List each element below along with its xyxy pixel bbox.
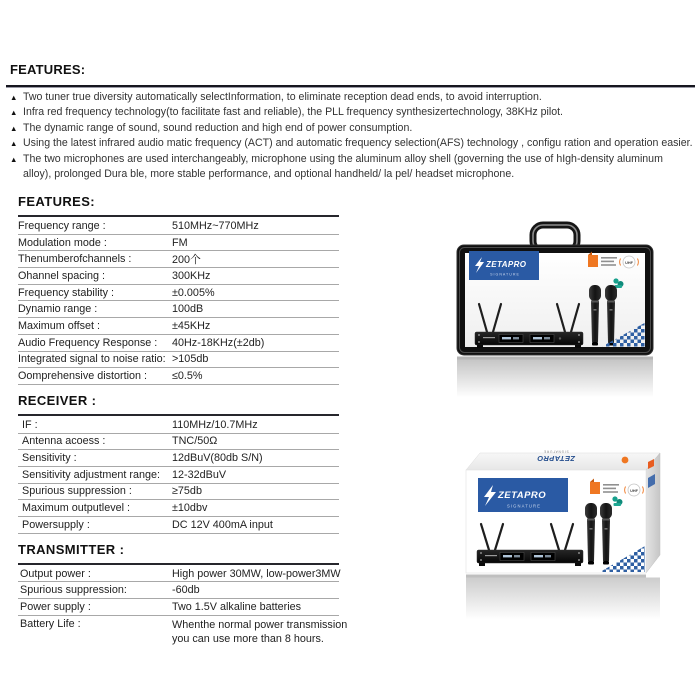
table-row (18, 566, 339, 583)
table-row (18, 484, 339, 501)
table-row (18, 467, 339, 484)
spec-value: -60db (172, 584, 200, 597)
spec-value: ≤0.5% (172, 370, 203, 383)
spec-label: Sensitivity : (22, 452, 77, 465)
table-divider (18, 563, 339, 565)
spec-label: Frequency range : (18, 219, 106, 232)
spec-value (172, 618, 347, 647)
spec-value: 510MHz~770MHz (172, 219, 259, 232)
spec-label: Antenna acoess : (22, 435, 106, 448)
spec-label: Integrated signal to noise ratio: (18, 353, 166, 366)
table-row (18, 417, 339, 434)
display-window (531, 553, 555, 561)
spec-label: Audio Frequency Response : (18, 336, 158, 349)
spec-value: 110MHz/10.7MHz (172, 418, 258, 431)
feature-item (10, 121, 694, 136)
spec-value-line: you can use more than 8 hours. (172, 633, 324, 646)
table-row (18, 434, 339, 451)
features-table (18, 218, 339, 385)
feature-text: The two microphones are used interchangeably, microphone using the aluminum alloy shell (governing the use of hIgh-density aluminum alloy), prolonged Dura ble, more stable performance, and optional handheld/ la pel/ headset microphone. (23, 152, 663, 181)
spec-label: Frequency stability : (18, 286, 115, 299)
spec-label: IF : (22, 418, 38, 431)
table-row (18, 285, 339, 302)
spec-value: 40Hz-18KHz(±2db) (172, 336, 265, 349)
spec-label: Power supply : (20, 600, 91, 613)
receiver-spec-block (18, 393, 339, 534)
table-row (18, 582, 339, 599)
spec-label: Maximum outputlevel : (22, 502, 131, 515)
spec-value: TNC/50Ω (172, 435, 218, 448)
brand-tagline-text: SIGNATURE (490, 272, 520, 277)
feature-text: Using the latest infrared audio matic frequency (ACT) and automatic frequency selection(AFS) technology , configu ration and operation easier. (23, 137, 693, 150)
brand-plate (469, 251, 539, 280)
bullet-triangle-icon: ▲ (10, 139, 18, 149)
spec-value: FM (172, 236, 188, 249)
feature-text: Infra red frequency technology(to facilitate fast and reliable), the PLL frequency synthesizertechnology, 38KHz pilot. (23, 106, 563, 119)
table-row (18, 318, 339, 335)
spec-label: Ohannel spacing : (18, 269, 106, 282)
feature-text: The dynamic range of sound, sound reduction and high end of power consumption. (23, 121, 413, 134)
display-window (499, 335, 523, 343)
retail-box-product-photo (438, 440, 698, 650)
spec-label: Modulation mode : (18, 236, 107, 249)
spec-value: ≥75db (172, 485, 202, 498)
table-row (18, 599, 339, 616)
table-row (18, 616, 348, 649)
spec-tables-column (18, 194, 348, 649)
brand-logo-text: ZETAPRO (486, 260, 527, 269)
brand-logo-text: ZETAPRO (536, 454, 576, 463)
orange-dot (622, 457, 629, 464)
spec-value: >105db (172, 353, 209, 366)
feature-item (10, 90, 694, 105)
spec-label: Spurious suppression : (22, 485, 132, 498)
feature-item (10, 152, 694, 183)
table-divider (18, 414, 339, 416)
spec-value: DC 12V 400mA input (172, 518, 273, 531)
spec-value: ±10dbv (172, 502, 208, 515)
table-row (18, 352, 339, 369)
table-row (18, 335, 339, 352)
spec-value: 100dB (172, 303, 204, 316)
spec-label: Sensitivity adjustment range: (22, 468, 161, 481)
feature-item (10, 105, 694, 120)
transmitter-spec-block (18, 541, 348, 649)
table-row (18, 235, 339, 252)
table-divider (18, 215, 339, 217)
spec-value: ±45KHz (172, 319, 211, 332)
brand-tagline-text: SIGNATURE (543, 449, 569, 454)
brand-logo-text: ZETAPRO (498, 490, 547, 501)
features-spec-block (18, 194, 339, 385)
brand-tagline-text: SIGNATURE (506, 503, 542, 509)
features-heading: FEATURES: (10, 62, 86, 77)
spec-value: 200个 (172, 253, 201, 266)
uhf-badge-text: UHF (625, 260, 633, 265)
feature-item (10, 136, 694, 151)
display-window (500, 553, 524, 561)
briefcase-product-photo (438, 203, 698, 408)
table-row (18, 251, 339, 268)
heading-divider (6, 85, 695, 88)
table-row (18, 268, 339, 285)
bullet-triangle-icon: ▲ (10, 123, 18, 133)
table-row (18, 517, 339, 534)
spec-label: Spurious suppression: (20, 584, 127, 597)
table-row (18, 450, 339, 467)
spec-label: Maximum offset : (18, 319, 100, 332)
uhf-badge-text: UHF (630, 488, 638, 493)
table-row (18, 368, 339, 385)
display-window (530, 335, 554, 343)
bullet-triangle-icon: ▲ (10, 93, 18, 102)
spec-label: Thenumberofchannels : (18, 253, 132, 266)
spec-value: 12dBuV(80db S/N) (172, 452, 263, 465)
receiver-table (18, 417, 339, 534)
table-row (18, 301, 339, 318)
spec-label: Powersupply : (22, 518, 90, 531)
box-top-logo-upside-down (537, 450, 576, 464)
spec-value: 300KHz (172, 269, 211, 282)
spec-label: Dynamio range : (18, 303, 98, 316)
transmitter-table (18, 566, 348, 649)
brand-plate (478, 478, 568, 512)
spec-label: Oomprehensive distortion : (18, 370, 148, 383)
bullet-triangle-icon: ▲ (10, 108, 18, 118)
spec-label: Battery Life : (20, 617, 81, 630)
spec-value: High power 30MW, low-power3MW (172, 567, 341, 580)
box-side-face (646, 453, 660, 573)
reflection (466, 575, 660, 620)
spec-value-line: Whenthe normal power transmission (172, 618, 348, 631)
reflection (457, 357, 653, 398)
table-row (18, 218, 339, 235)
transmitter-table-heading: TRANSMITTER : (18, 541, 125, 557)
spec-value: Two 1.5V alkaline batteries (172, 600, 302, 613)
spec-label: Output power : (20, 567, 91, 580)
table-row (18, 500, 339, 517)
feature-list (10, 90, 694, 182)
spec-value: ±0.005% (172, 286, 215, 299)
features-table-heading: FEATURES: (18, 194, 96, 209)
feature-text: Two tuner true diversity automatically selectInformation, to eliminate reception dead ends, to avoid interruption. (23, 91, 542, 103)
receiver-table-heading: RECEIVER : (18, 392, 97, 408)
spec-value: 12-32dBuV (172, 468, 227, 481)
bullet-triangle-icon: ▲ (10, 154, 18, 164)
